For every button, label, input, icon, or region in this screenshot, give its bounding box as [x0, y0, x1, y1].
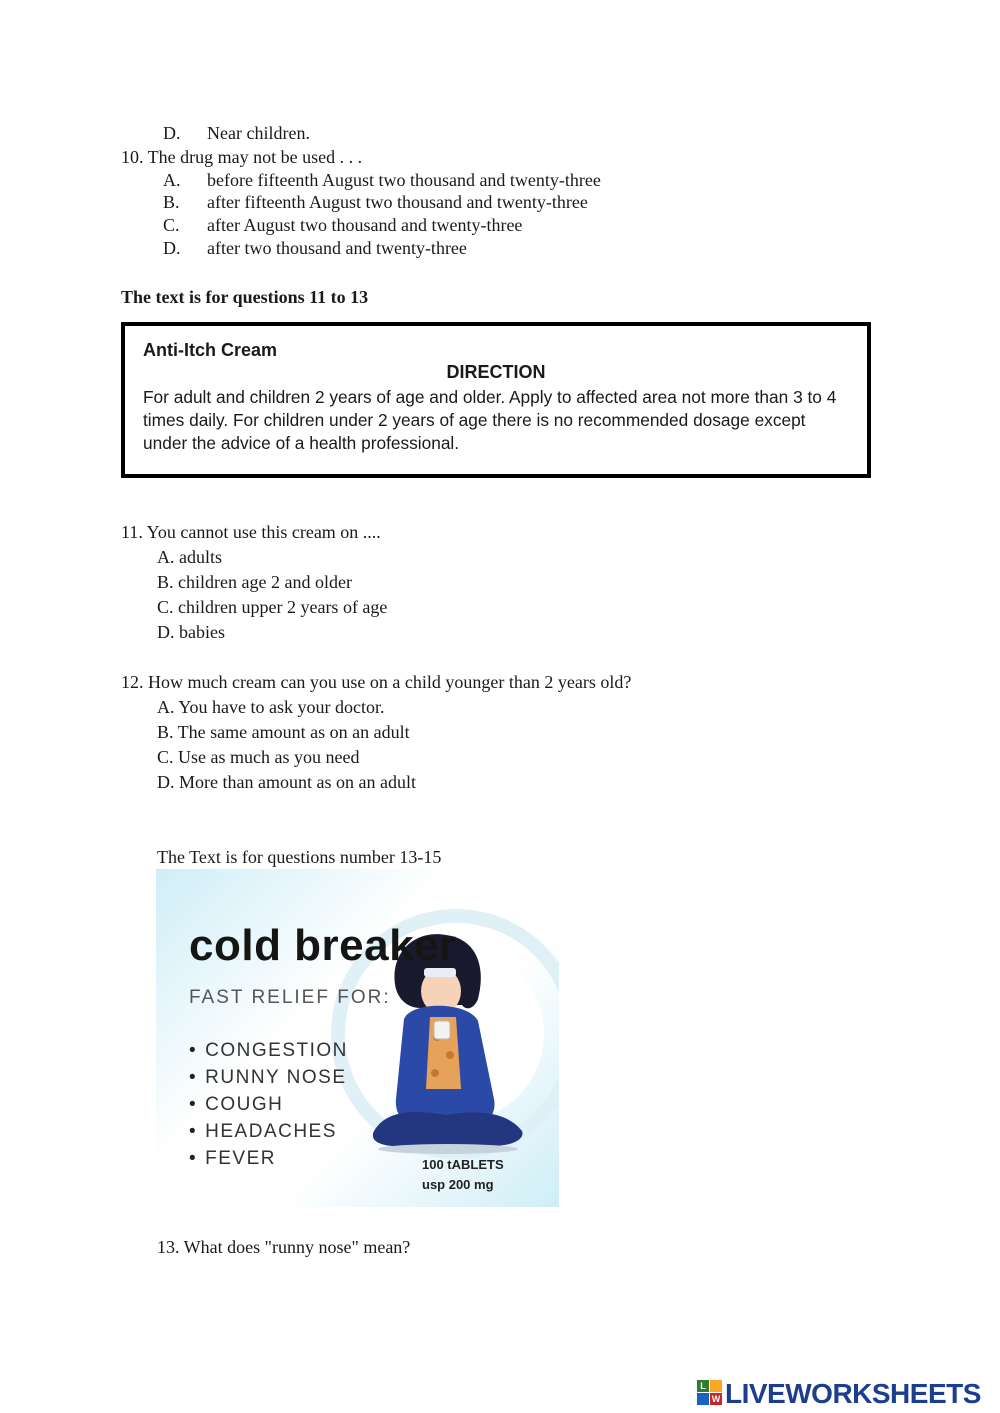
q12-stem: 12. How much cream can you use on a child younger than 2 years old? [121, 672, 632, 692]
ad-brand-name: cold breaker [189, 921, 457, 970]
section-heading-11-13: The text is for questions 11 to 13 [121, 287, 369, 307]
notice-body: For adult and children 2 years of age and older. Apply to affected area not more than 3 to 4 times daily. For children under 2 years of age there is no recommended dosage except under the advice of a health professional. [143, 387, 837, 453]
q11-stem: 11. You cannot use this cream on .... [121, 522, 381, 542]
q10-option-a: A. before fifteenth August two thousand and twenty-three [163, 170, 601, 190]
q11-option-d: D. babies [157, 622, 225, 642]
symptom-item: • CONGESTION [189, 1037, 348, 1064]
q12-option-c: C. Use as much as you need [157, 747, 360, 767]
q12-option-a: A. You have to ask your doctor. [157, 697, 385, 717]
tablet-count: 100 tABLETS [422, 1157, 504, 1172]
q11-option-a: A. adults [157, 547, 222, 567]
symptom-item: • COUGH [189, 1091, 348, 1118]
q10-option-d: D. after two thousand and twenty-three [163, 238, 467, 258]
q11-option-c: C. children upper 2 years of age [157, 597, 388, 617]
anti-itch-notice [121, 322, 871, 478]
logo-wordmark: LIVEWORKSHEETS [725, 1378, 981, 1409]
q9-option-d: D. Near children. [163, 123, 310, 143]
symptom-item: • FEVER [189, 1145, 348, 1172]
symptom-list [189, 1037, 348, 1172]
tablet-info [422, 1155, 504, 1195]
cold-breaker-ad [156, 869, 559, 1207]
q12-option-b: B. The same amount as on an adult [157, 722, 410, 742]
ad-relief-heading: FAST RELIEF FOR: [189, 987, 391, 1008]
q10-option-c: C. after August two thousand and twenty-three [163, 215, 523, 235]
q13-stem: 13. What does "runny nose" mean? [157, 1237, 411, 1257]
q12-option-d: D. More than amount as on an adult [157, 772, 416, 792]
q10-option-b: B. after fifteenth August two thousand and twenty-three [163, 192, 588, 212]
q10-stem: 10. The drug may not be used . . . [121, 147, 363, 167]
q11-option-b: B. children age 2 and older [157, 572, 352, 592]
notice-heading: DIRECTION [446, 362, 546, 382]
section-heading-13-15: The Text is for questions number 13-15 [157, 847, 442, 867]
tablet-dose: usp 200 mg [422, 1177, 494, 1192]
symptom-item: • HEADACHES [189, 1118, 348, 1145]
notice-title: Anti-Itch Cream [143, 340, 278, 360]
symptom-item: • RUNNY NOSE [189, 1064, 348, 1091]
logo-tiles-icon: L W [697, 1380, 723, 1406]
